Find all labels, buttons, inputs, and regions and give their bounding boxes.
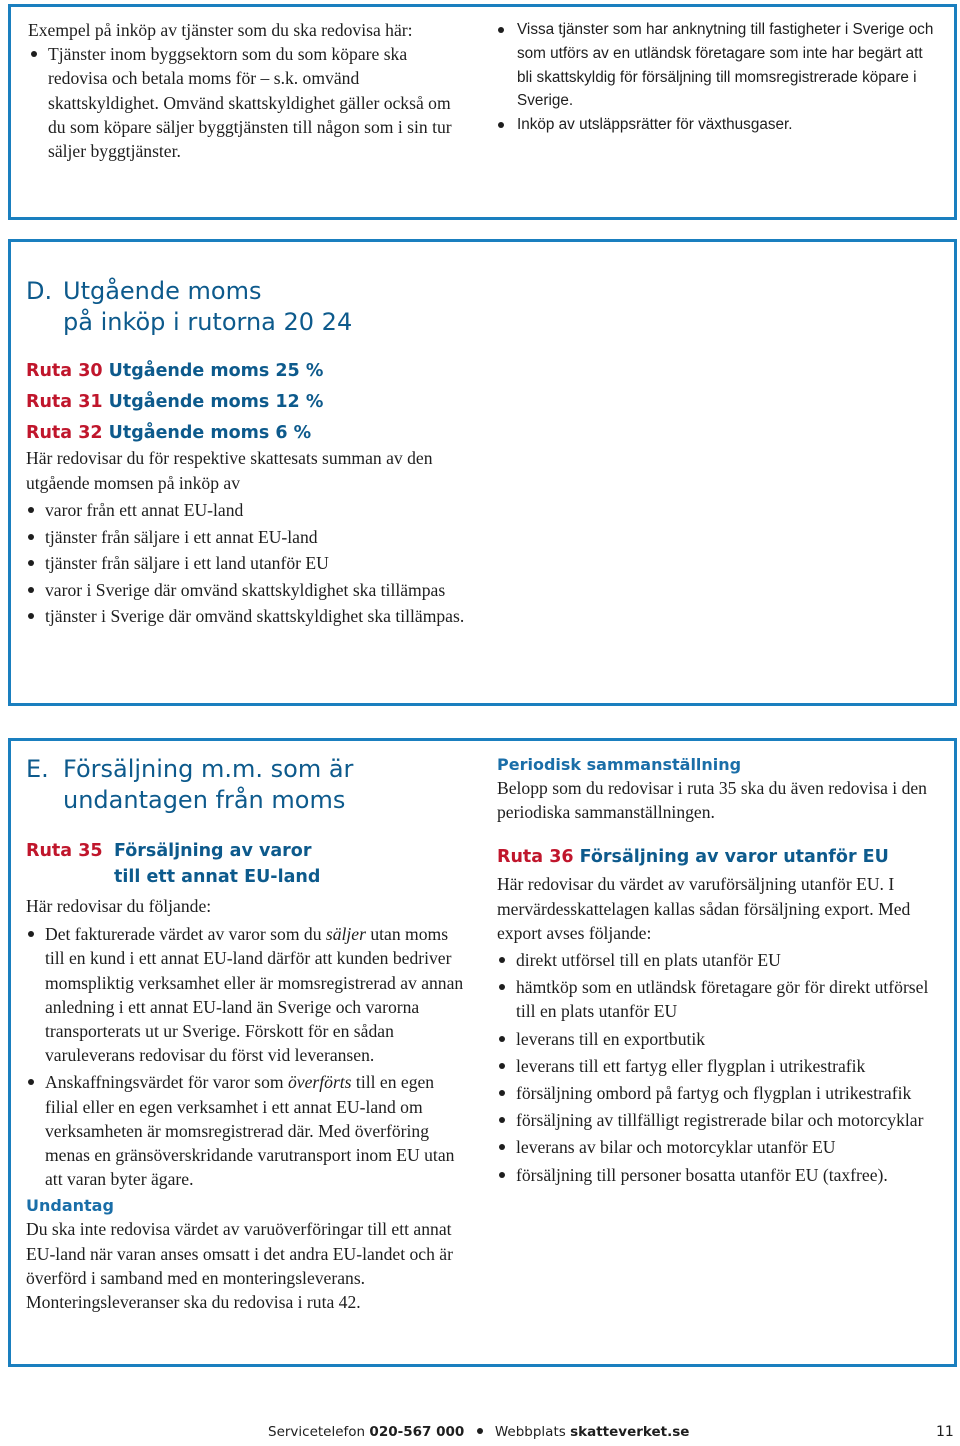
phone-label: Servicetelefon: [268, 1424, 366, 1440]
ruta-31-heading: [26, 391, 466, 413]
export-intro: Här redovisar du värdet av varuförsäljning utanför EU. I mervärdesskattelagen kallas sådan försäljning export. Med export avses följande:: [497, 874, 911, 943]
ruta-title: Utgående moms 25 %: [108, 361, 324, 381]
examples-intro: Exempel på inköp av tjänster som du ska redovisa här:: [28, 20, 413, 40]
list-item: direkt utförsel till en plats utanför EU: [497, 948, 942, 972]
section-d-heading: [26, 276, 466, 338]
ruta-number: Ruta 36: [497, 847, 574, 868]
section-e-left-column: [26, 754, 471, 1314]
phone-number: 020-567 000: [369, 1424, 465, 1440]
list-item: varor i Sverige där omvänd skattskyldighet ska tillämpas: [26, 578, 466, 603]
ruta-number: Ruta 31: [26, 392, 103, 412]
ruta-30-heading: [26, 360, 466, 382]
section-d: [26, 276, 466, 631]
section-title-line2: på inköp i rutorna 20 24: [63, 308, 353, 336]
section-title-line1: Försäljning m.m. som är: [63, 755, 354, 783]
ruta-number: Ruta 32: [26, 423, 103, 443]
list-item: Anskaffningsvärdet för varor som överförts till en egen filial eller en egen verksamhet i ett annat EU-land om verksamheten är momsregistrerad där. Med överföring menas en gränsöverskridande varutransport inom EU utan att varan byter ägare.: [26, 1070, 471, 1191]
examples-right-column: [497, 18, 942, 137]
section-e-intro: Här redovisar du följande:: [26, 896, 212, 916]
list-item: försäljning till personer bosatta utanför EU (taxfree).: [497, 1163, 942, 1187]
list-item: tjänster i Sverige där omvänd skattskyldighet ska tillämpas.: [26, 604, 466, 629]
ruta-35-heading: [26, 838, 471, 890]
list-item: leverans till ett fartyg eller flygplan i utrikestrafik: [497, 1054, 942, 1078]
page-number: 11: [936, 1424, 954, 1440]
list-item: varor från ett annat EU-land: [26, 498, 466, 523]
list-item: hämtköp som en utländsk företagare gör för direkt utförsel till en plats utanför EU: [497, 975, 942, 1023]
ruta-number: Ruta 30: [26, 361, 103, 381]
section-title-line1: Utgående moms: [63, 277, 262, 305]
list-item: leverans till en exportbutik: [497, 1027, 942, 1051]
section-letter: E.: [26, 755, 49, 783]
list-item: tjänster från säljare i ett land utanför EU: [26, 551, 466, 576]
ruta-32-heading: [26, 422, 466, 444]
periodisk-heading: Periodisk sammanställning: [497, 755, 742, 774]
section-e-heading: [26, 754, 471, 816]
list-item: Inköp av utsläppsrätter för växthusgaser.: [497, 113, 942, 137]
section-title-line2: undantagen från moms: [63, 786, 346, 814]
website-link[interactable]: skatteverket.se: [570, 1424, 690, 1440]
periodisk-text: Belopp som du redovisar i ruta 35 ska du även redovisa i den periodiska sammanställningen.: [497, 778, 927, 823]
list-item: tjänster från säljare i ett annat EU-land: [26, 525, 466, 550]
section-letter: D.: [26, 277, 53, 305]
section-e-right-column: [497, 754, 942, 1190]
list-item: försäljning av tillfälligt registrerade bilar och motorcyklar: [497, 1108, 942, 1132]
examples-left-column: [28, 18, 458, 163]
ruta-title: Utgående moms 12 %: [108, 392, 324, 412]
undantag-heading: Undantag: [26, 1196, 114, 1216]
bullet-separator: [477, 1428, 483, 1434]
ruta-title: Utgående moms 6 %: [108, 423, 312, 443]
section-e-list: [26, 922, 471, 1191]
ruta-title: Försäljning av varor utanför EU: [579, 847, 889, 868]
ruta-36-heading: [497, 846, 942, 868]
web-label: Webbplats: [494, 1424, 566, 1440]
list-item: Tjänster inom byggsektorn som du som köpare ska redovisa och betala moms för – s.k. omvänd skattskyldighet. Omvänd skattskyldighet gäller också om du som köpare säljer byggtjänsten till någon som i sin tur säljer byggtjänster.: [28, 42, 458, 163]
export-list: [497, 948, 942, 1187]
list-item: Det fakturerade värdet av varor som du säljer utan moms till en kund i ett annat EU-land därför att kunden bedriver momspliktig verksamhet eller är momsregistrerad av annan anledning i ett annat EU-land än Sverige och varorna transporterats ut ur Sverige. Förskott för en sådan varuleverans redovisar du först vid leveransen.: [26, 922, 471, 1067]
ruta-title-line1: Försäljning av varor: [114, 841, 312, 861]
list-item: leverans av bilar och motorcyklar utanför EU: [497, 1135, 942, 1159]
examples-left-list: [28, 42, 458, 163]
section-d-list: [26, 498, 466, 629]
section-d-intro: Här redovisar du för respektive skattesats summan av den utgående momsen på inköp av: [26, 448, 433, 493]
examples-right-list: [497, 18, 942, 137]
ruta-number: Ruta 35: [26, 841, 103, 861]
undantag-text: Du ska inte redovisa värdet av varuöverföringar till ett annat EU-land när varan anses omsatt i det andra EU-landet och är överförd i samband med en monteringsleverans. Monteringsleveranser ska du redovisa i ruta 42.: [26, 1219, 453, 1313]
list-item: försäljning ombord på fartyg och flygplan i utrikestrafik: [497, 1081, 942, 1105]
ruta-title-line2: till ett annat EU-land: [114, 867, 321, 887]
list-item: Vissa tjänster som har anknytning till fastigheter i Sverige och som utförs av en utländsk företagare som inte har begärt att bli skattskyldig för försäljning till momsregistrerade köpare i Sverige.: [497, 18, 942, 113]
